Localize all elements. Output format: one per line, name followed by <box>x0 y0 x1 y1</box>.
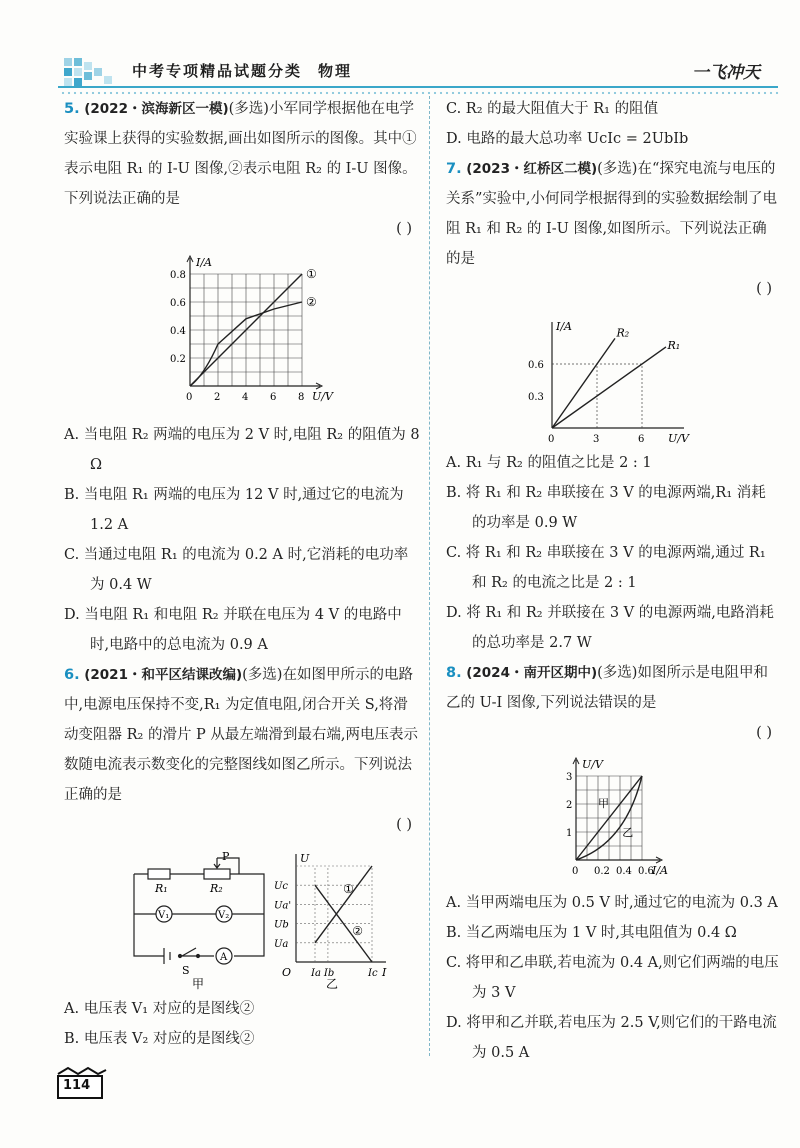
series-label-R2: R₂ <box>616 326 630 340</box>
page-number: 114 <box>63 1078 91 1093</box>
right-column <box>446 94 780 1068</box>
question-7-text: (多选)在“探究电流与电压的关系”实验中,小何同学根据得到的实验数据绘制了电阻 R₁ 和 R₂ 的 I-U 图像,如图所示。下列说法正确的是 <box>446 161 778 267</box>
question-5-option-b: B. 当电阻 R₁ 两端的电压为 12 V 时,通过它的电流为 1.2 A <box>64 487 404 533</box>
y-tick-label: Uc <box>274 881 289 893</box>
question-6 <box>64 660 420 1054</box>
question-7-option-d: D. 将 R₁ 和 R₂ 并联接在 3 V 的电源两端,电路消耗的总功率是 2.7 W <box>446 605 774 651</box>
label-jia: 甲 <box>192 977 205 990</box>
series-label-jia: 甲 <box>598 796 609 810</box>
column-divider <box>429 96 430 1056</box>
y-tick-label: 0.8 <box>170 270 186 281</box>
label-P: P <box>222 850 230 863</box>
label-R2: R₂ <box>210 882 223 895</box>
header-subject: 物理 <box>318 62 353 80</box>
series-line-R2 <box>552 338 615 428</box>
x-tick-label: 0 <box>186 392 193 403</box>
x-tick-label: 6 <box>638 434 645 444</box>
series-line-R1 <box>552 347 666 428</box>
y-tick-label: Ub <box>274 919 289 931</box>
x-tick-label: 6 <box>270 392 277 403</box>
question-7-graph <box>446 308 780 444</box>
x-tick-label: 8 <box>298 392 305 403</box>
label-R1: R₁ <box>155 882 168 895</box>
circuit-diagram-jia <box>134 858 264 964</box>
label-S: S <box>182 964 190 977</box>
question-8-option-d: D. 将甲和乙并联,若电压为 2.5 V,则它们的干路电流为 0.5 A <box>446 1015 777 1061</box>
series-label-1: ① <box>343 881 354 896</box>
question-7-stem <box>446 154 780 274</box>
y-tick-label: 0.2 <box>170 354 186 365</box>
question-8-answer-paren: ( ) <box>756 725 772 741</box>
question-6-option-c: C. R₂ 的最大阻值大于 R₁ 的阻值 <box>446 101 659 117</box>
question-8-text: (多选)如图所示是电阻甲和乙的 U-I 图像,下列说法错误的是 <box>446 665 768 711</box>
question-6-figures <box>64 844 420 990</box>
question-5-text: (多选)小军同学根据他在电学实验课上获得的实验数据,画出如图所示的图像。其中①表示电阻 R₁ 的 I-U 图像,②表示电阻 R₂ 的 I-U 图像。下列说法正确的是 <box>64 101 417 207</box>
question-6-option-a: A. 电压表 V₁ 对应的是图线② <box>64 1001 255 1017</box>
question-6-option-b: B. 电压表 V₂ 对应的是图线② <box>64 1031 255 1047</box>
header-brand: 一飞冲天 <box>692 63 760 83</box>
x-axis-label: I <box>382 966 387 979</box>
series-label-2: ② <box>306 295 317 309</box>
question-8-option-c: C. 将甲和乙串联,若电流为 0.4 A,则它们两端的电压为 3 V <box>446 955 779 1001</box>
question-5-number: 5. <box>64 101 80 117</box>
label-V2: V₂ <box>218 910 230 921</box>
x-axis-label: U/V <box>312 390 333 403</box>
question-6-text: (多选)在如图甲所示的电路中,电源电压保持不变,R₁ 为定值电阻,闭合开关 S,将滑动变阻器 R₂ 的滑片 P 从最左端滑到最右端,两电压表示数随电流表示数变化的完整图线如图乙所示。下列说法正确的是 <box>64 667 419 803</box>
question-8-stem <box>446 658 780 718</box>
x-tick-label: 0 <box>572 866 579 877</box>
y-axis-label: I/A <box>556 320 572 333</box>
y-tick-label: 2 <box>566 800 573 811</box>
question-8 <box>446 658 780 1068</box>
header-title: 中考专项精品试题分类 <box>132 62 303 80</box>
question-5-stem <box>64 94 420 214</box>
series-label-1: ① <box>306 267 317 281</box>
x-tick-label: 0.4 <box>616 866 632 877</box>
y-tick-label: 0.3 <box>528 392 544 403</box>
x-tick-label: Ic <box>368 968 378 979</box>
y-tick-label: 3 <box>566 772 573 783</box>
question-5-graph <box>64 248 420 416</box>
question-5-option-d: D. 当电阻 R₁ 和电阻 R₂ 并联在电压为 4 V 的电路中时,电路中的总电流为 0.9 A <box>64 607 402 653</box>
question-7-option-a: A. R₁ 与 R₂ 的阻值之比是 2 : 1 <box>446 455 652 471</box>
y-tick-label: 1 <box>566 828 573 839</box>
series-label-yi: 乙 <box>622 826 634 840</box>
x-tick-label: 3 <box>593 434 600 444</box>
x-tick-label: Ib <box>323 968 335 979</box>
question-7 <box>446 154 780 658</box>
y-axis-label: I/A <box>196 256 212 269</box>
question-6-number: 6. <box>64 667 80 683</box>
y-tick-label: Ua <box>274 938 289 950</box>
question-8-source: (2024・南开区期中) <box>466 665 598 681</box>
left-column <box>64 94 420 1054</box>
y-tick-label: 0.6 <box>528 360 544 371</box>
question-7-option-b: B. 将 R₁ 和 R₂ 串联接在 3 V 的电源两端,R₁ 消耗的功率是 0.9 W <box>446 485 766 531</box>
x-axis-label: I/A <box>652 864 668 877</box>
x-tick-label: 4 <box>242 392 249 403</box>
x-tick-label: 0.6 <box>638 866 654 877</box>
label-V1: V₁ <box>158 910 170 921</box>
y-axis-label: U/V <box>582 758 603 771</box>
question-8-option-b: B. 当乙两端电压为 1 V 时,其电阻值为 0.4 Ω <box>446 925 737 941</box>
question-5-source: (2022・滨海新区一模) <box>84 101 229 117</box>
question-7-answer-paren: ( ) <box>756 281 772 297</box>
origin-label: O <box>282 966 292 979</box>
y-tick-label: 0.4 <box>170 326 186 337</box>
y-tick-label: Ua' <box>274 900 292 912</box>
label-A: A <box>220 952 228 963</box>
question-7-source: (2023・红桥区二模) <box>466 161 598 177</box>
series-line-② <box>315 885 372 962</box>
question-6-option-d: D. 电路的最大总功率 UcIc = 2UbIb <box>446 131 689 147</box>
x-tick-label: Ia <box>311 968 321 979</box>
question-7-option-c: C. 将 R₁ 和 R₂ 串联接在 3 V 的电源两端,通过 R₁ 和 R₂ 的电流之比是 2 : 1 <box>446 545 766 591</box>
question-7-number: 7. <box>446 161 462 177</box>
question-6-stem <box>64 660 420 810</box>
label-yi: 乙 <box>326 977 339 990</box>
question-6-source: (2021・和平区结课改编) <box>84 667 243 683</box>
y-axis-label: U <box>300 852 310 865</box>
question-5 <box>64 94 420 660</box>
mosaic-logo-icon <box>64 58 116 86</box>
x-tick-label: 2 <box>214 392 221 403</box>
x-axis-label: U/V <box>668 432 689 444</box>
series-label-R1: R₁ <box>667 339 681 353</box>
header-rule <box>58 86 778 88</box>
question-8-option-a: A. 当甲两端电压为 0.5 V 时,通过它的电流为 0.3 A <box>446 895 778 911</box>
y-tick-label: 0.6 <box>170 298 186 309</box>
question-6-answer-paren: ( ) <box>396 817 412 833</box>
question-5-answer-paren: ( ) <box>396 221 412 237</box>
question-8-graph <box>446 752 780 884</box>
question-5-option-a: A. 当电阻 R₂ 两端的电压为 2 V 时,电阻 R₂ 的阻值为 8 Ω <box>64 427 420 473</box>
x-tick-label: 0 <box>548 434 555 444</box>
x-tick-label: 0.2 <box>594 866 610 877</box>
question-8-number: 8. <box>446 665 462 681</box>
question-5-option-c: C. 当通过电阻 R₁ 的电流为 0.2 A 时,它消耗的电功率为 0.4 W <box>64 547 409 593</box>
series-label-2: ② <box>352 924 364 939</box>
series-line-① <box>315 866 372 943</box>
